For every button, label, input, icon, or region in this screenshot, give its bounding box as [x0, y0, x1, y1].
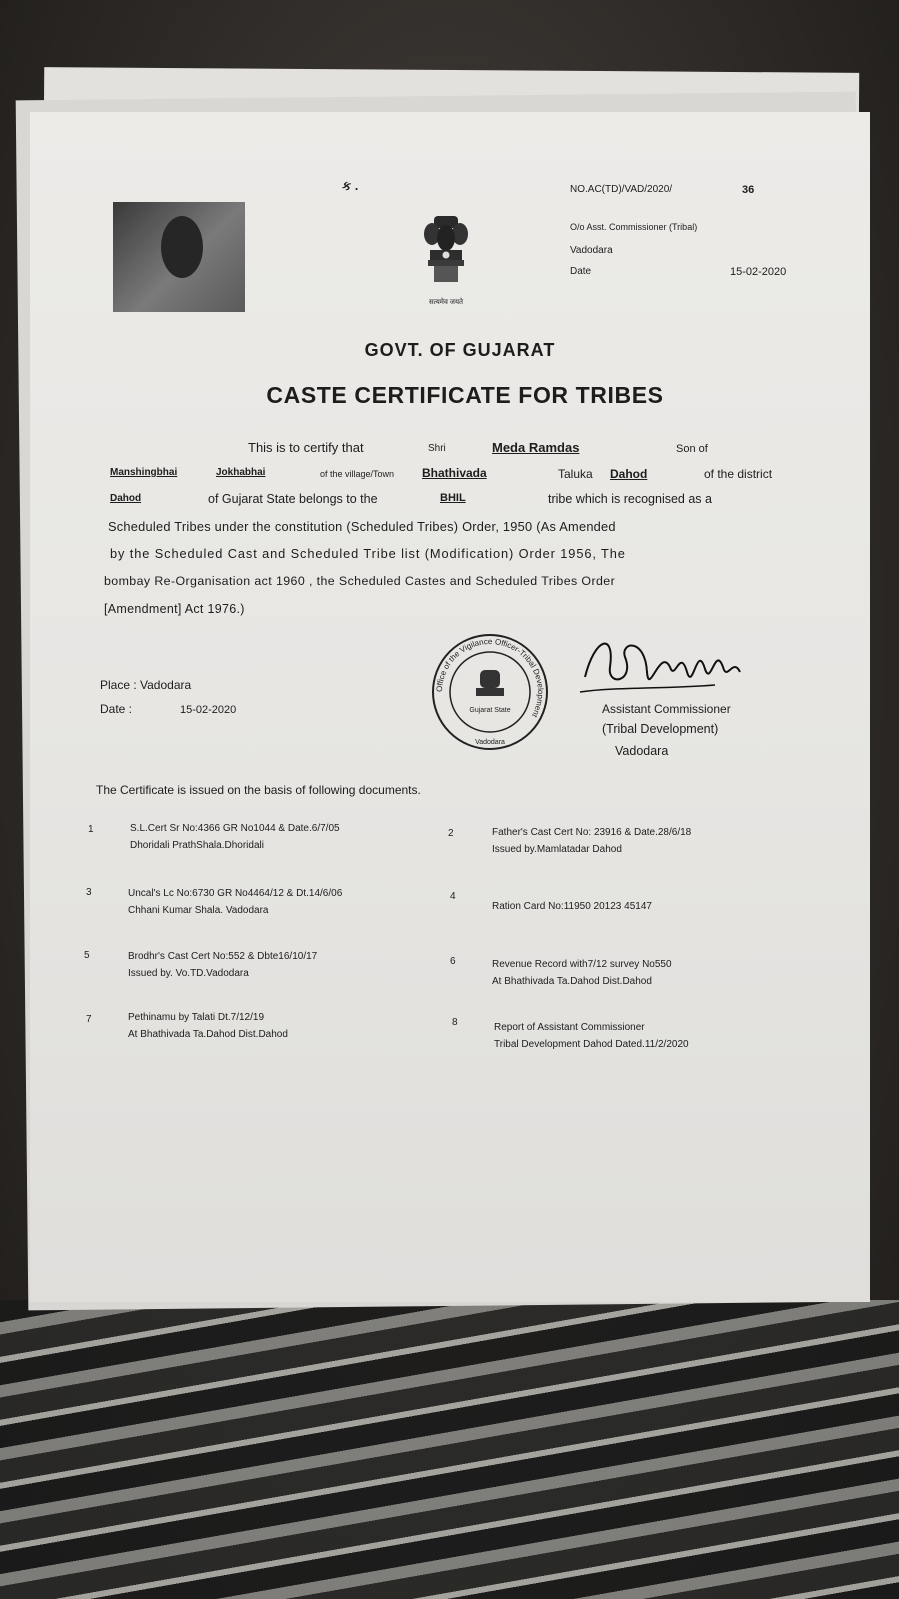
doc-number: 8 [452, 1017, 458, 1028]
doc-number: 5 [84, 950, 90, 961]
body-line-4: Scheduled Tribes under the constitution (Scheduled Tribes) Order, 1950 (As Amended [108, 519, 616, 534]
documents-heading: The Certificate is issued on the basis of following documents. [96, 783, 421, 797]
seal-inner-text: Gujarat State [469, 707, 511, 714]
doc-line: Report of Assistant Commissioner [494, 1022, 645, 1033]
place-date-label: Date : [100, 702, 133, 716]
doc-line: Chhani Kumar Shala. Vadodara [128, 905, 269, 916]
district-name: Dahod [110, 493, 142, 504]
doc-line: Dhoridali PrathShala.Dhoridali [130, 840, 264, 851]
doc-number: 6 [450, 956, 456, 967]
doc-line: Pethinamu by Talati Dt.7/12/19 [128, 1012, 265, 1023]
tribe-text: tribe which is recognised as a [548, 492, 712, 506]
doc-number: 3 [86, 887, 92, 898]
doc-line: At Bhathivada Ta.Dahod Dist.Dahod [128, 1029, 288, 1040]
doc-number: 2 [448, 828, 454, 839]
office-mark: ક . [342, 178, 359, 193]
state-text: of Gujarat State belongs to the [208, 492, 378, 506]
doc-item-5 [128, 948, 317, 982]
doc-line: Issued by. Vo.TD.Vadodara [128, 968, 249, 979]
govt-title: GOVT. OF GUJARAT [364, 340, 556, 360]
shri-label: Shri [428, 443, 446, 454]
photo-silhouette [161, 216, 203, 278]
doc-line: S.L.Cert Sr No:4366 GR No1044 & Date.6/7/05 [130, 823, 340, 834]
doc-item-6 [492, 956, 672, 990]
doc-line: Revenue Record with7/12 survey No550 [492, 959, 672, 970]
seal-outer-text: Office of the Vigilance Officer-Tribal Development [434, 636, 546, 719]
applicant-name: Meda Ramdas [492, 440, 580, 455]
doc-line: Brodhr's Cast Cert No:552 & Dbte16/10/17 [128, 951, 318, 962]
certificate-page [30, 112, 870, 1302]
son-of-label: Son of [676, 443, 708, 455]
official-seal-icon [430, 632, 550, 752]
doc-number: 1 [88, 824, 94, 835]
signatory-title: Assistant Commissioner [602, 702, 731, 716]
signatory-city: Vadodara [615, 744, 669, 758]
header-date-value: 15-02-2020 [730, 266, 787, 278]
village-name: Bhathivada [422, 466, 487, 480]
doc-item-8 [494, 1019, 689, 1053]
doc-line: Uncal's Lc No:6730 GR No4464/12 & Dt.14/6/06 [128, 888, 343, 899]
doc-line: Ration Card No:11950 20123 45147 [492, 901, 652, 912]
applicant-photo [113, 202, 245, 312]
father-first-name: Manshingbhai [110, 467, 178, 478]
doc-line: Issued by.Mamlatadar Dahod [492, 844, 622, 855]
doc-line: Father's Cast Cert No: 23916 & Date.28/6/18 [492, 827, 692, 838]
doc-number: 7 [86, 1014, 92, 1025]
certify-prefix: This is to certify that [248, 440, 364, 455]
office-name: O/o Asst. Commissioner (Tribal) [570, 222, 698, 232]
background-fabric [0, 1300, 899, 1599]
place-label: Place : Vadodara [100, 678, 192, 692]
doc-item-7 [128, 1009, 288, 1043]
village-label: of the village/Town [320, 469, 395, 479]
signatory-dept: (Tribal Development) [602, 722, 719, 736]
certificate-number-label: NO.AC(TD)/VAD/2020/ [570, 184, 673, 195]
state-emblem-icon [420, 210, 472, 306]
district-label: of the district [704, 467, 773, 481]
place-date-value: 15-02-2020 [180, 704, 237, 716]
seal-bottom-text: Vadodara [475, 739, 505, 746]
certificate-title: CASTE CERTIFICATE FOR TRIBES [266, 382, 664, 408]
body-line-5: by the Scheduled Cast and Scheduled Tribe list (Modification) Order 1956, The [110, 546, 626, 561]
body-line-7: [Amendment] Act 1976.) [104, 602, 245, 616]
doc-item-4 [492, 898, 652, 915]
taluka-name: Dahod [610, 467, 648, 481]
tribe-name: BHIL [440, 492, 466, 504]
doc-line: At Bhathivada Ta.Dahod Dist.Dahod [492, 976, 652, 987]
body-line-6: bombay Re-Organisation act 1960 , the Scheduled Castes and Scheduled Tribes Order [104, 574, 616, 588]
taluka-label: Taluka [558, 467, 593, 481]
doc-item-3 [128, 885, 342, 919]
doc-number: 4 [450, 891, 456, 902]
doc-item-1 [130, 820, 340, 854]
header-date-label: Date [570, 266, 592, 277]
office-city: Vadodara [570, 245, 613, 256]
doc-item-2 [492, 824, 691, 858]
emblem-caption: सत्यमेव जयते [428, 299, 464, 306]
father-second-name: Jokhabhai [216, 467, 266, 478]
doc-line: Tribal Development Dahod Dated.11/2/2020 [494, 1039, 689, 1050]
certificate-number-value: 36 [742, 184, 755, 196]
